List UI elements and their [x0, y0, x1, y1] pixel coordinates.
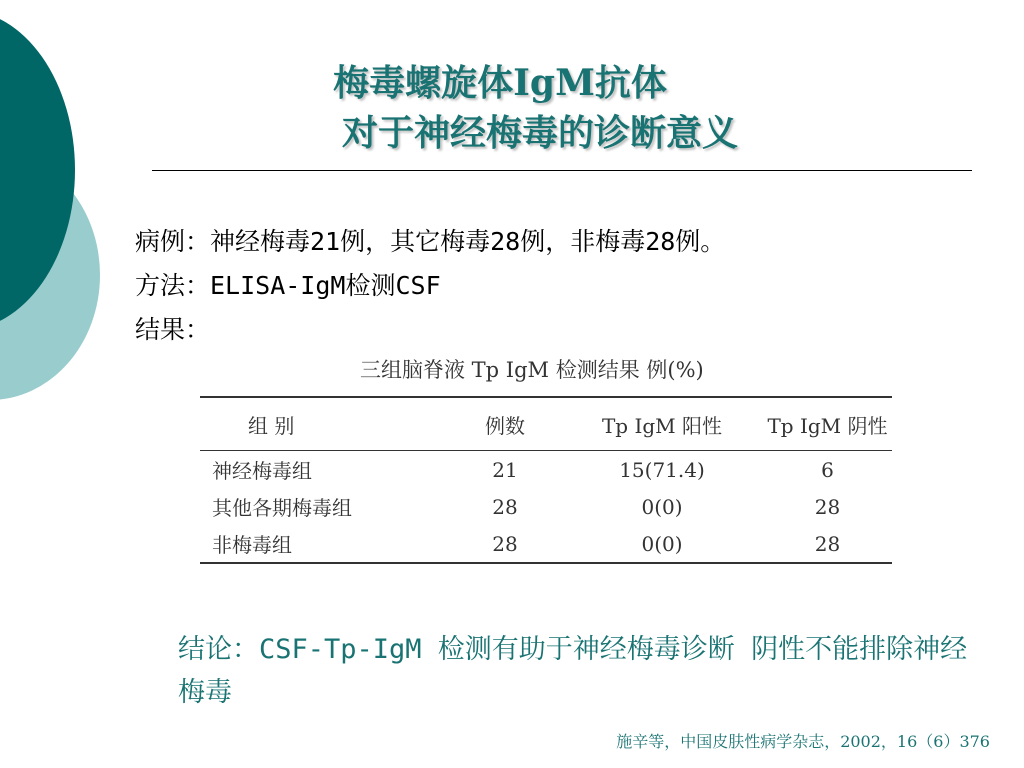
table-row	[200, 451, 892, 489]
conclusion-text: 结论：CSF-Tp-IgM 检测有助于神经梅毒诊断 阴性不能排除神经梅毒	[178, 634, 968, 708]
cell-count: 21	[492, 457, 518, 482]
cell-negative: 28	[814, 494, 841, 519]
results-line: 结果：	[135, 315, 211, 344]
table-row	[200, 525, 892, 563]
cell-group: 神经梅毒组	[212, 459, 312, 483]
title-divider	[152, 170, 972, 171]
cell-negative: 6	[821, 457, 834, 482]
title-line-2: 对于神经梅毒的诊断意义	[341, 112, 738, 154]
title-line-1: 梅毒螺旋体IgM抗体	[333, 62, 667, 104]
slide-title	[150, 58, 970, 158]
table-row	[200, 488, 892, 525]
cell-positive: 0(0)	[561, 525, 763, 563]
results-table	[200, 396, 892, 564]
header-positive: Tp IgM 阳性	[561, 397, 763, 451]
cell-positive: 0(0)	[641, 494, 683, 519]
cell-count: 28	[492, 494, 518, 519]
body-text	[135, 220, 725, 352]
header-negative: Tp IgM 阴性	[763, 397, 892, 451]
method-line: 方法：ELISA-IgM检测CSF	[135, 271, 441, 300]
cell-negative: 28	[763, 525, 892, 563]
cell-group: 非梅毒组	[200, 525, 449, 563]
header-group: 组 别	[200, 397, 449, 451]
table-caption: 三组脑脊液 Tp IgM 检测结果 例(%)	[360, 358, 704, 382]
cell-positive: 15(71.4)	[619, 457, 705, 482]
cell-group: 其他各期梅毒组	[212, 496, 352, 520]
cell-count: 28	[449, 525, 561, 563]
table-header-row	[200, 397, 892, 451]
citation-text: 施辛等，中国皮肤性病学杂志，2002，16（6）376	[616, 732, 990, 751]
cases-line: 病例：神经梅毒21例，其它梅毒28例，非梅毒28例。	[135, 227, 726, 256]
header-count: 例数	[449, 397, 561, 451]
